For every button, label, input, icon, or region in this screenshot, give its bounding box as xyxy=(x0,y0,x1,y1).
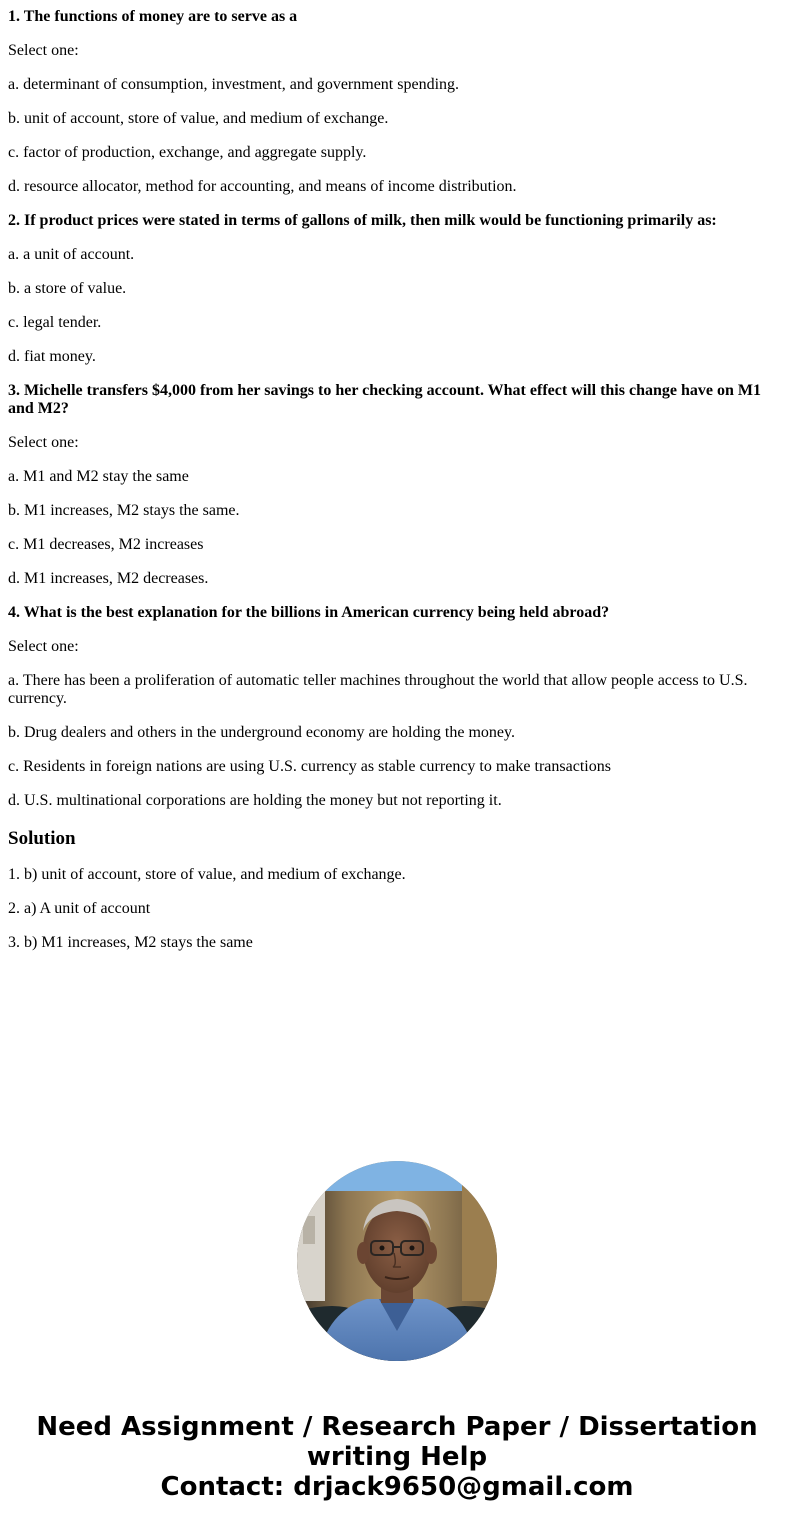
question-3-option-d: d. M1 increases, M2 decreases. xyxy=(8,570,209,587)
question-4-prompt: 4. What is the best explanation for the billions in American currency being held abroad? xyxy=(8,604,610,621)
question-4-option-c: c. Residents in foreign nations are using U.S. currency as stable currency to make transactions xyxy=(8,758,611,775)
question-1-option-d: d. resource allocator, method for accounting, and means of income distribution. xyxy=(8,178,517,195)
promo-line-2: writing Help xyxy=(306,1442,488,1472)
avatar xyxy=(297,1161,497,1361)
solution-answer-3: 3. b) M1 increases, M2 stays the same xyxy=(8,934,253,951)
question-1-option-c: c. factor of production, exchange, and aggregate supply. xyxy=(8,144,367,161)
promo-line-1: Need Assignment / Research Paper / Dissertation xyxy=(36,1412,758,1442)
question-1-select-one: Select one: xyxy=(8,42,79,59)
question-1-option-a: a. determinant of consumption, investment, and government spending. xyxy=(8,76,460,93)
question-4-option-a: a. There has been a proliferation of automatic teller machines throughout the world that allow people access to U.S. currency. xyxy=(8,672,748,707)
question-4-select-one: Select one: xyxy=(8,638,79,655)
question-2-option-b: b. a store of value. xyxy=(8,280,127,297)
question-2-prompt: 2. If product prices were stated in terms of gallons of milk, then milk would be functioning primarily as: xyxy=(8,212,717,229)
promo-banner xyxy=(0,1412,794,1502)
question-4-option-b: b. Drug dealers and others in the underground economy are holding the money. xyxy=(8,724,515,741)
question-3-option-b: b. M1 increases, M2 stays the same. xyxy=(8,502,240,519)
document-body xyxy=(0,8,794,952)
question-3-prompt: 3. Michelle transfers $4,000 from her savings to her checking account. What effect will this change have on M1 and M2? xyxy=(8,382,761,417)
solution-heading: Solution xyxy=(8,828,76,849)
solution-answer-2: 2. a) A unit of account xyxy=(8,900,151,917)
question-4-option-d: d. U.S. multinational corporations are holding the money but not reporting it. xyxy=(8,792,502,809)
question-1-option-b: b. unit of account, store of value, and medium of exchange. xyxy=(8,110,389,127)
solution-answer-1: 1. b) unit of account, store of value, and medium of exchange. xyxy=(8,866,406,883)
question-2-option-a: a. a unit of account. xyxy=(8,246,135,263)
question-3-option-c: c. M1 decreases, M2 increases xyxy=(8,536,204,553)
question-3-option-a: a. M1 and M2 stay the same xyxy=(8,468,189,485)
question-3-select-one: Select one: xyxy=(8,434,79,451)
question-2-option-c: c. legal tender. xyxy=(8,314,102,331)
portrait-photo xyxy=(297,1161,497,1361)
promo-contact-email: Contact: drjack9650@gmail.com xyxy=(160,1472,634,1502)
question-2-option-d: d. fiat money. xyxy=(8,348,96,365)
question-1-prompt: 1. The functions of money are to serve as a xyxy=(8,8,298,25)
